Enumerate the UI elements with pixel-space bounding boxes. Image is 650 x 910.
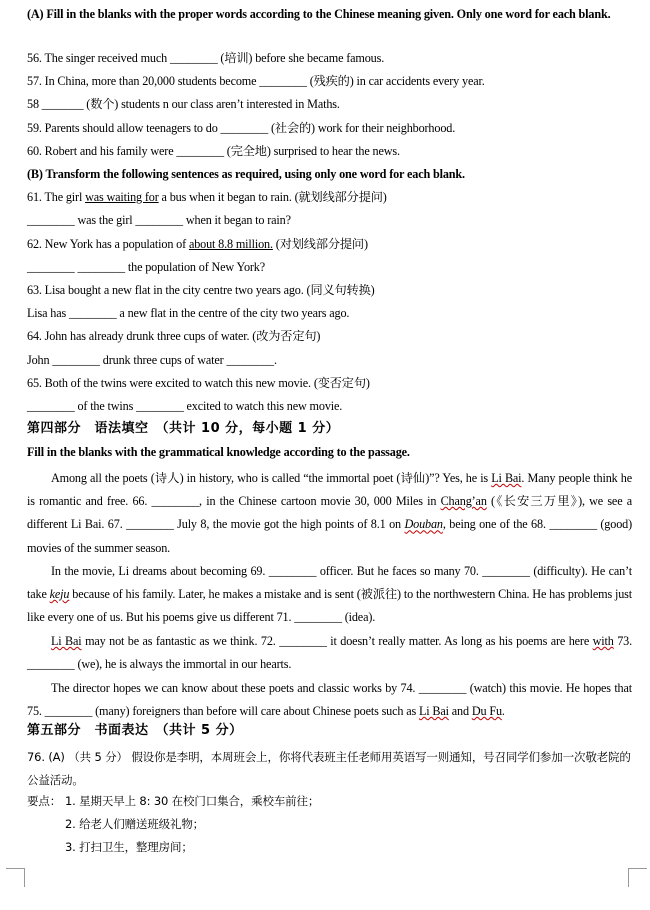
question-76: 76. (A) （共 5 分） 假设你是李明，本周班会上，你将代表班主任老师用英语写一则通知，号召同学们参加一次敬老院的公益活动。: [27, 750, 631, 787]
passage-paragraph-1: Among all the poets (诗人) in history, who is called “the immortal poet (诗仙)”? Yes, he is Li Bai. Many people think he is romantic and free. 66. ________, in the Chinese cartoon movie 30, 000 Miles in Chang’an (《长安三万里》), we see a different Li Bai. 67. ________ July 8, the movie got the high points of 8.1 on Douban, being one of the 68. ________ (good) movies of the summer season.: [27, 471, 633, 555]
section-b-header: (B) Transform the following sentences as required, using only one word for each blank.: [27, 167, 465, 181]
question-63-answer: Lisa has ________ a new flat in the centre of the city two years ago.: [27, 306, 350, 320]
question-63: 63. Lisa bought a new flat in the city centre two years ago. (同义句转换): [27, 283, 375, 297]
question-56: 56. The singer received much ________ (培训) before she became famous.: [27, 51, 385, 65]
part-4-title: 第四部分 语法填空 （共计 10 分，每小题 1 分）: [27, 421, 340, 436]
page-corner-mark-left: [6, 868, 25, 887]
word-keju: keju: [49, 587, 70, 602]
section-a-header: (A) Fill in the blanks with the proper words according to the Chinese meaning given. Only one word for each blank.: [27, 7, 611, 21]
key-point-3: 3. 打扫卫生，整理房间；: [65, 840, 193, 854]
name-li-bai: Li Bai: [491, 471, 522, 485]
question-64-answer: John ________ drunk three cups of water ________.: [27, 353, 277, 367]
key-point-2: 2. 给老人们赠送班级礼物；: [65, 817, 205, 831]
passage-paragraph-4: The director hopes we can know about these poets and classic works by 74. ________ (watch) this movie. He hopes that 75. ________ (many) foreigners than before will care about Chinese poets such as Li Bai and Du Fu.: [27, 681, 632, 719]
page-corner-mark-right: [628, 868, 647, 887]
question-59: 59. Parents should allow teenagers to do ________ (社会的) work for their neighborhood.: [27, 121, 456, 135]
question-62-answer: ________ ________ the population of New York?: [27, 260, 265, 274]
name-du-fu: Du Fu: [471, 704, 502, 719]
question-57: 57. In China, more than 20,000 students become ________ (残疾的) in car accidents every year.: [27, 74, 485, 88]
name-changan: Chang’an: [440, 494, 487, 509]
key-point-1: 1. 星期天早上 8: 30 在校门口集合，乘校车前往；: [65, 794, 320, 808]
question-64: 64. John has already drunk three cups of water. (改为否定句): [27, 329, 321, 343]
passage-paragraph-2: In the movie, Li dreams about becoming 69. ________ officer. But he faces so many 70. ________ (difficulty). He can’t take keju because of his family. Later, he makes a mistake and is sent (被派往) to the northwestern China. He has problems just like every one of us. But his poems give us different 71. ________ (idea).: [27, 564, 632, 625]
question-65: 65. Both of the twins were excited to watch this new movie. (变否定句): [27, 376, 370, 390]
question-61: 61. The girl was waiting for a bus when it began to rain. (就划线部分提问): [27, 190, 387, 204]
underlined-phrase: about 8.8 million.: [188, 237, 273, 251]
question-65-answer: ________ of the twins ________ excited to watch this new movie.: [27, 399, 343, 413]
part-4-instruction: Fill in the blanks with the grammatical knowledge according to the passage.: [27, 445, 410, 459]
question-58: 58 _______ (数个) students n our class aren’t interested in Maths.: [27, 97, 340, 111]
question-61-answer: ________ was the girl ________ when it began to rain?: [27, 213, 291, 227]
word-with: with: [592, 634, 614, 648]
name-li-bai: Li Bai: [51, 634, 82, 648]
key-points-label: 要点：: [27, 794, 62, 808]
name-douban: Douban: [404, 517, 443, 532]
underlined-phrase: was waiting for: [85, 190, 159, 204]
question-60: 60. Robert and his family were ________ (完全地) surprised to hear the news.: [27, 144, 400, 158]
part-5-title: 第五部分 书面表达 （共计 5 分）: [27, 723, 243, 738]
question-62: 62. New York has a population of about 8.8 million. (对划线部分提问): [27, 237, 368, 251]
passage-paragraph-3: Li Bai may not be as fantastic as we think. 72. ________ it doesn’t really matter. As long as his poems are here with 73. ________ (we), he is always the immortal in our hearts.: [27, 634, 632, 672]
name-li-bai: Li Bai: [418, 704, 449, 719]
